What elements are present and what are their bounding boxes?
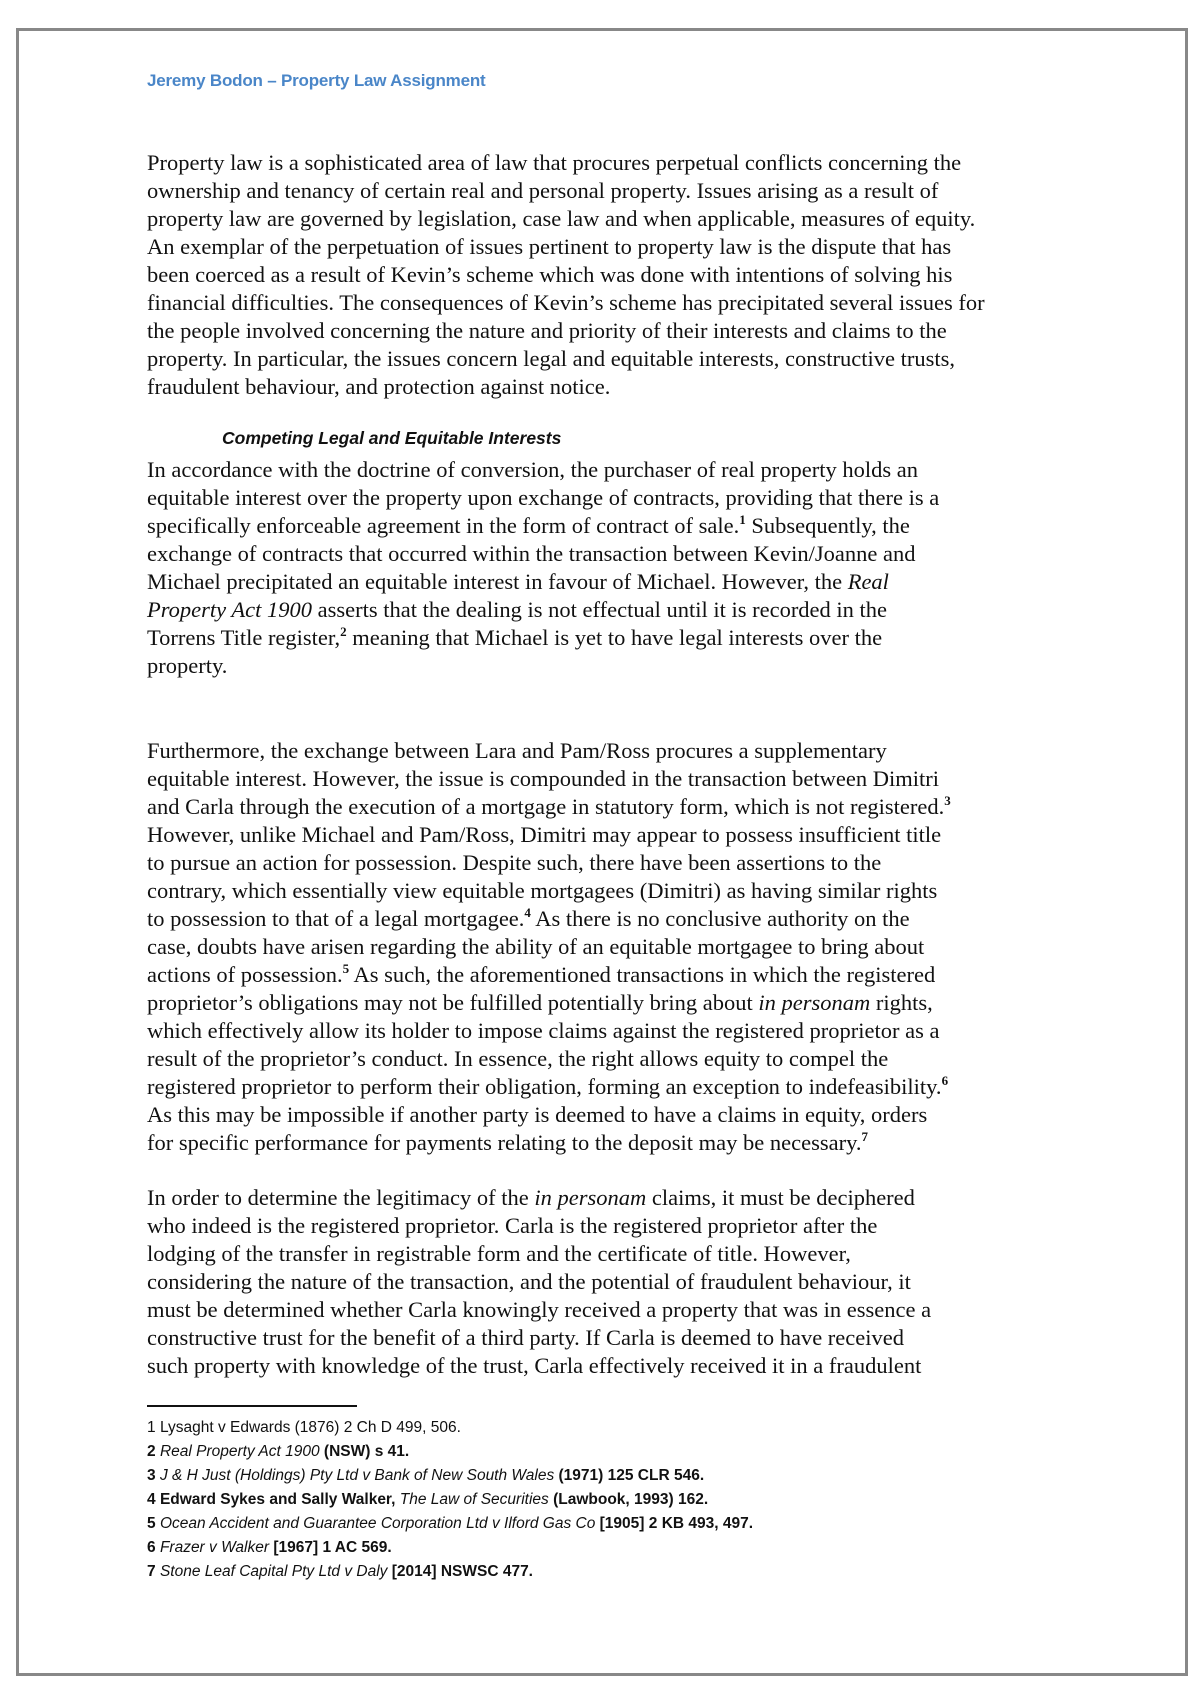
footnote-ref: 5 [342, 961, 350, 976]
text-line [147, 1184, 931, 1212]
text-line: As this may be impossible if another party is deemed to have a claims in equity, orders [147, 1102, 928, 1127]
footnote-number: 5 [147, 1515, 156, 1532]
text-line [147, 624, 939, 652]
text-segment: actions of possession. [147, 962, 343, 987]
footnote-ref: 7 [861, 1129, 869, 1144]
text-line [147, 596, 939, 624]
text-line: property. [147, 653, 228, 678]
footnote-text: [2014] NSWSC 477. [387, 1563, 533, 1580]
footnote-italic: Ocean Accident and Guarantee Corporation Ltd v Ilford Gas Co [159, 1515, 596, 1532]
text-line: which effectively allow its holder to impose claims against the registered proprietor as a [147, 1018, 940, 1043]
text-line: Furthermore, the exchange between Lara and Pam/Ross procures a supplementary [147, 738, 887, 763]
italic-text: in personam [534, 1185, 647, 1210]
footnote-italic: The Law of Securities [399, 1491, 549, 1508]
document-page [16, 28, 1188, 1676]
text-line [147, 1129, 951, 1157]
footnote-number: 1 [147, 1419, 156, 1436]
text-segment: for specific performance for payments relating to the deposit may be necessary. [147, 1130, 862, 1155]
footnote-italic: Frazer v Walker [159, 1539, 270, 1556]
text-line: equitable interest over the property upon exchange of contracts, providing that there is a [147, 485, 940, 510]
footnote-2 [147, 1440, 753, 1464]
text-line: considering the nature of the transaction, and the potential of fraudulent behaviour, it [147, 1269, 911, 1294]
text-line: ownership and tenancy of certain real and personal property. Issues arising as a result of [147, 178, 939, 203]
footnote-number: 4 [147, 1491, 156, 1508]
text-line: result of the proprietor’s conduct. In essence, the right allows equity to compel the [147, 1046, 889, 1071]
text-segment: In order to determine the legitimacy of the [147, 1185, 535, 1210]
footnote-number: 2 [147, 1443, 156, 1460]
text-line [147, 989, 951, 1017]
text-line: In accordance with the doctrine of conversion, the purchaser of real property holds an [147, 457, 918, 482]
text-segment: rights, [870, 990, 933, 1015]
text-segment: proprietor’s obligations may not be fulfilled potentially bring about [147, 990, 759, 1015]
text-segment: As there is no conclusive authority on the [530, 906, 910, 931]
text-line: the people involved concerning the nature and priority of their interests and claims to the [147, 318, 947, 343]
footnote-text: (NSW) s 41. [319, 1443, 410, 1460]
italic-text: Real [847, 569, 889, 594]
text-segment: Torrens Title register, [147, 625, 341, 650]
footnote-ref: 4 [524, 905, 531, 920]
footnote-ref: 3 [944, 793, 951, 808]
paragraph-introduction [147, 149, 985, 401]
footnote-text: Lysaght v Edwards (1876) 2 Ch D 499, 506. [159, 1419, 461, 1436]
text-line: to pursue an action for possession. Despite such, there have been assertions to the [147, 850, 882, 875]
text-line: must be determined whether Carla knowingly received a property that was in essence a [147, 1297, 932, 1322]
text-line: lodging of the transfer in registrable form and the certificate of title. However, [147, 1241, 851, 1266]
footnote-ref: 1 [739, 512, 746, 527]
text-line [147, 905, 951, 933]
text-segment: Subsequently, the [745, 513, 910, 538]
footnote-5 [147, 1512, 753, 1536]
paragraph-mortgage [147, 737, 951, 1157]
text-segment: to possession to that of a legal mortgagee. [147, 906, 525, 931]
section-heading: Competing Legal and Equitable Interests [222, 428, 562, 448]
footnote-number: 3 [147, 1467, 156, 1484]
text-line: An exemplar of the perpetuation of issues pertinent to property law is the dispute that has [147, 234, 952, 259]
footnote-4 [147, 1488, 753, 1512]
text-segment: meaning that Michael is yet to have legal interests over the [346, 625, 883, 650]
text-segment: specifically enforceable agreement in the form of contract of sale. [147, 513, 740, 538]
footnotes [147, 1416, 753, 1584]
italic-text: in personam [758, 990, 871, 1015]
footnote-7 [147, 1560, 753, 1584]
footnote-italic: J & H Just (Holdings) Pty Ltd v Bank of New South Wales [159, 1467, 555, 1484]
footnote-text: [1967] 1 AC 569. [269, 1539, 392, 1556]
footnote-number: 6 [147, 1539, 156, 1556]
footnote-6 [147, 1536, 753, 1560]
text-line: been coerced as a result of Kevin’s scheme which was done with intentions of solving his [147, 262, 953, 287]
footnote-ref: 6 [941, 1073, 949, 1088]
footnote-number: 7 [147, 1563, 156, 1580]
text-line: Property law is a sophisticated area of law that procures perpetual conflicts concerning the [147, 150, 962, 175]
italic-text: Property Act 1900 [147, 597, 312, 622]
page-header: Jeremy Bodon – Property Law Assignment [147, 71, 486, 90]
text-line [147, 1073, 951, 1101]
text-segment: asserts that the dealing is not effectual until it is recorded in the [311, 597, 888, 622]
text-line: who indeed is the registered proprietor. Carla is the registered proprietor after the [147, 1213, 878, 1238]
text-line: fraudulent behaviour, and protection against notice. [147, 374, 611, 399]
footnote-text: [1905] 2 KB 493, 497. [595, 1515, 754, 1532]
footnote-italic: Real Property Act 1900 [159, 1443, 320, 1460]
text-line: However, unlike Michael and Pam/Ross, Dimitri may appear to possess insufficient title [147, 822, 942, 847]
text-segment: claims, it must be deciphered [646, 1185, 915, 1210]
text-line: contrary, which essentially view equitable mortgagees (Dimitri) as having similar rights [147, 878, 938, 903]
footnote-author: Edward Sykes and Sally Walker, [159, 1491, 400, 1508]
text-line [147, 793, 951, 821]
footnote-text: (1971) 125 CLR 546. [554, 1467, 705, 1484]
text-line [147, 512, 939, 540]
footnote-ref: 2 [340, 624, 347, 639]
text-line: property law are governed by legislation, case law and when applicable, measures of equity. [147, 206, 976, 231]
footnote-3 [147, 1464, 753, 1488]
text-line: exchange of contracts that occurred within the transaction between Kevin/Joanne and [147, 541, 916, 566]
text-line [147, 961, 951, 989]
text-line: property. In particular, the issues concern legal and equitable interests, constructive trusts, [147, 346, 956, 371]
text-segment: Michael precipitated an equitable interest in favour of Michael. However, the [147, 569, 848, 594]
footnote-separator [147, 1405, 357, 1407]
text-segment: As such, the aforementioned transactions in which the registered [349, 962, 936, 987]
paragraph-in-personam [147, 1184, 931, 1380]
text-line: equitable interest. However, the issue is compounded in the transaction between Dimitri [147, 766, 940, 791]
text-segment: and Carla through the execution of a mortgage in statutory form, which is not registered. [147, 794, 945, 819]
footnote-1 [147, 1416, 753, 1440]
text-line [147, 568, 939, 596]
text-line: case, doubts have arisen regarding the ability of an equitable mortgagee to bring about [147, 934, 925, 959]
text-line: such property with knowledge of the trust, Carla effectively received it in a fraudulent [147, 1353, 922, 1378]
paragraph-conversion [147, 456, 939, 680]
footnote-italic: Stone Leaf Capital Pty Ltd v Daly [159, 1563, 388, 1580]
text-line: financial difficulties. The consequences of Kevin’s scheme has precipitated several issues for [147, 290, 985, 315]
text-line: constructive trust for the benefit of a third party. If Carla is deemed to have received [147, 1325, 904, 1350]
text-segment: registered proprietor to perform their obligation, forming an exception to indefeasibility. [147, 1074, 942, 1099]
footnote-text: (Lawbook, 1993) 162. [548, 1491, 709, 1508]
